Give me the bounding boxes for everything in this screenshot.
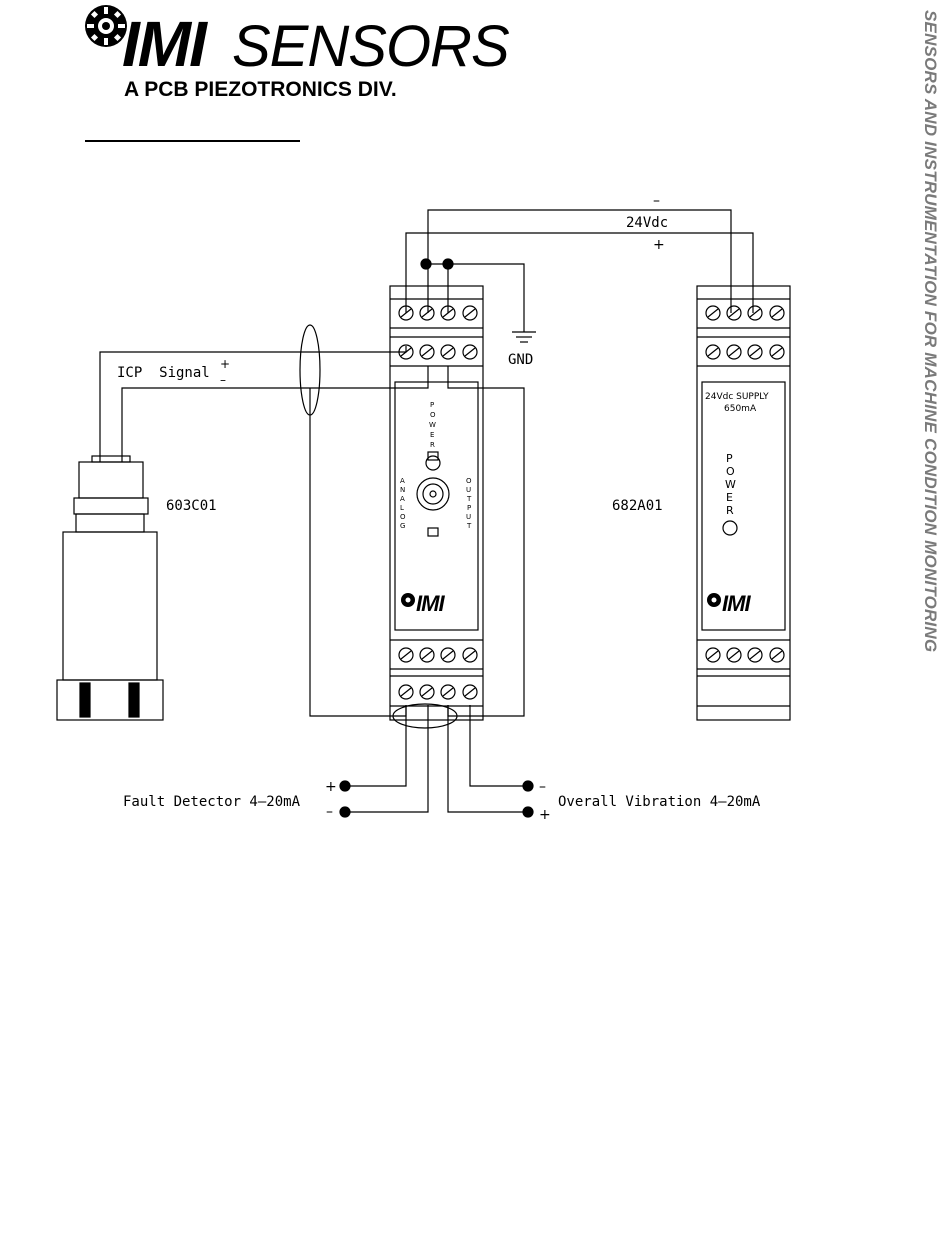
overall-plus: + bbox=[539, 807, 551, 823]
module-analog-letter: L bbox=[400, 504, 404, 512]
logo-division: A PCB PIEZOTRONICS DIV. bbox=[124, 78, 397, 101]
module-power-letters bbox=[429, 401, 436, 449]
module-output-letter: U bbox=[466, 486, 472, 494]
overall-label: Overall Vibration 4–20mA bbox=[558, 794, 761, 810]
logo-imi: IMI bbox=[122, 8, 205, 80]
gnd-junction-dot-1 bbox=[421, 259, 431, 269]
module-analog-letters bbox=[400, 477, 406, 530]
icp-plus: + bbox=[220, 357, 231, 371]
supply-power-letter: O bbox=[726, 465, 735, 478]
module-analog-letter: A bbox=[400, 477, 405, 485]
module-logo bbox=[401, 591, 445, 616]
fault-label: Fault Detector 4–20mA bbox=[123, 794, 301, 810]
supply-power-letter: E bbox=[726, 491, 733, 504]
overall-minus: – bbox=[539, 779, 546, 795]
logo-sensors: SENSORS bbox=[232, 14, 509, 79]
module-output-letter: P bbox=[467, 504, 472, 512]
sensor-model: 603C01 bbox=[166, 498, 217, 514]
fault-plus: + bbox=[325, 779, 337, 795]
module-power-letter: W bbox=[429, 421, 436, 429]
supply-logo bbox=[707, 591, 751, 616]
gnd-label: GND bbox=[508, 352, 534, 368]
fault-minus-terminal bbox=[340, 807, 350, 817]
fault-minus: – bbox=[326, 804, 333, 820]
supply-power-letter: P bbox=[726, 452, 733, 465]
output-wires bbox=[340, 705, 533, 817]
module-output-letter: U bbox=[466, 513, 472, 521]
sidebar-text: SENSORS AND INSTRUMENTATION FOR MACHINE CONDITION MONITORING bbox=[921, 10, 940, 653]
module-power-letter: R bbox=[430, 441, 435, 449]
supply-plus: + bbox=[653, 237, 665, 253]
module-analog-letter: O bbox=[400, 513, 406, 521]
supply-power-letter: W bbox=[725, 478, 736, 491]
supply-power-led bbox=[723, 521, 737, 535]
module-output-letter: O bbox=[466, 477, 472, 485]
module-analog-letter: G bbox=[400, 522, 406, 530]
supply-voltage-label: 24Vdc bbox=[626, 215, 669, 231]
power-supply bbox=[697, 286, 790, 720]
module-power-letter: E bbox=[430, 431, 435, 439]
supply-minus: – bbox=[653, 193, 660, 209]
module-logo-text: IMI bbox=[416, 591, 444, 616]
overall-minus-terminal bbox=[523, 781, 533, 791]
module-output-letter: T bbox=[467, 495, 472, 503]
signal-module bbox=[390, 286, 483, 720]
module-output-letter: T bbox=[467, 522, 472, 530]
overall-plus-terminal bbox=[523, 807, 533, 817]
module-power-led bbox=[426, 456, 440, 470]
module-analog-letter: N bbox=[400, 486, 406, 494]
module-power-letter: O bbox=[430, 411, 436, 419]
supply-wires bbox=[406, 210, 753, 342]
icp-signal-wires bbox=[100, 325, 524, 728]
icp-signal-label: ICP Signal bbox=[117, 365, 210, 381]
supply-logo-text: IMI bbox=[722, 591, 750, 616]
supply-power-letters bbox=[725, 452, 736, 517]
module-power-letter: P bbox=[430, 401, 435, 409]
bnc-connector-icon bbox=[417, 452, 449, 536]
fault-plus-terminal bbox=[340, 781, 350, 791]
supply-title-line2: 650mA bbox=[724, 404, 757, 414]
sensor-603c01 bbox=[57, 456, 163, 720]
module-analog-letter: A bbox=[400, 495, 405, 503]
supply-model: 682A01 bbox=[612, 498, 663, 514]
supply-power-letter: R bbox=[726, 504, 734, 517]
icp-minus: – bbox=[220, 373, 226, 387]
module-output-letters bbox=[466, 477, 472, 530]
supply-title-line1: 24Vdc SUPPLY bbox=[705, 392, 769, 402]
